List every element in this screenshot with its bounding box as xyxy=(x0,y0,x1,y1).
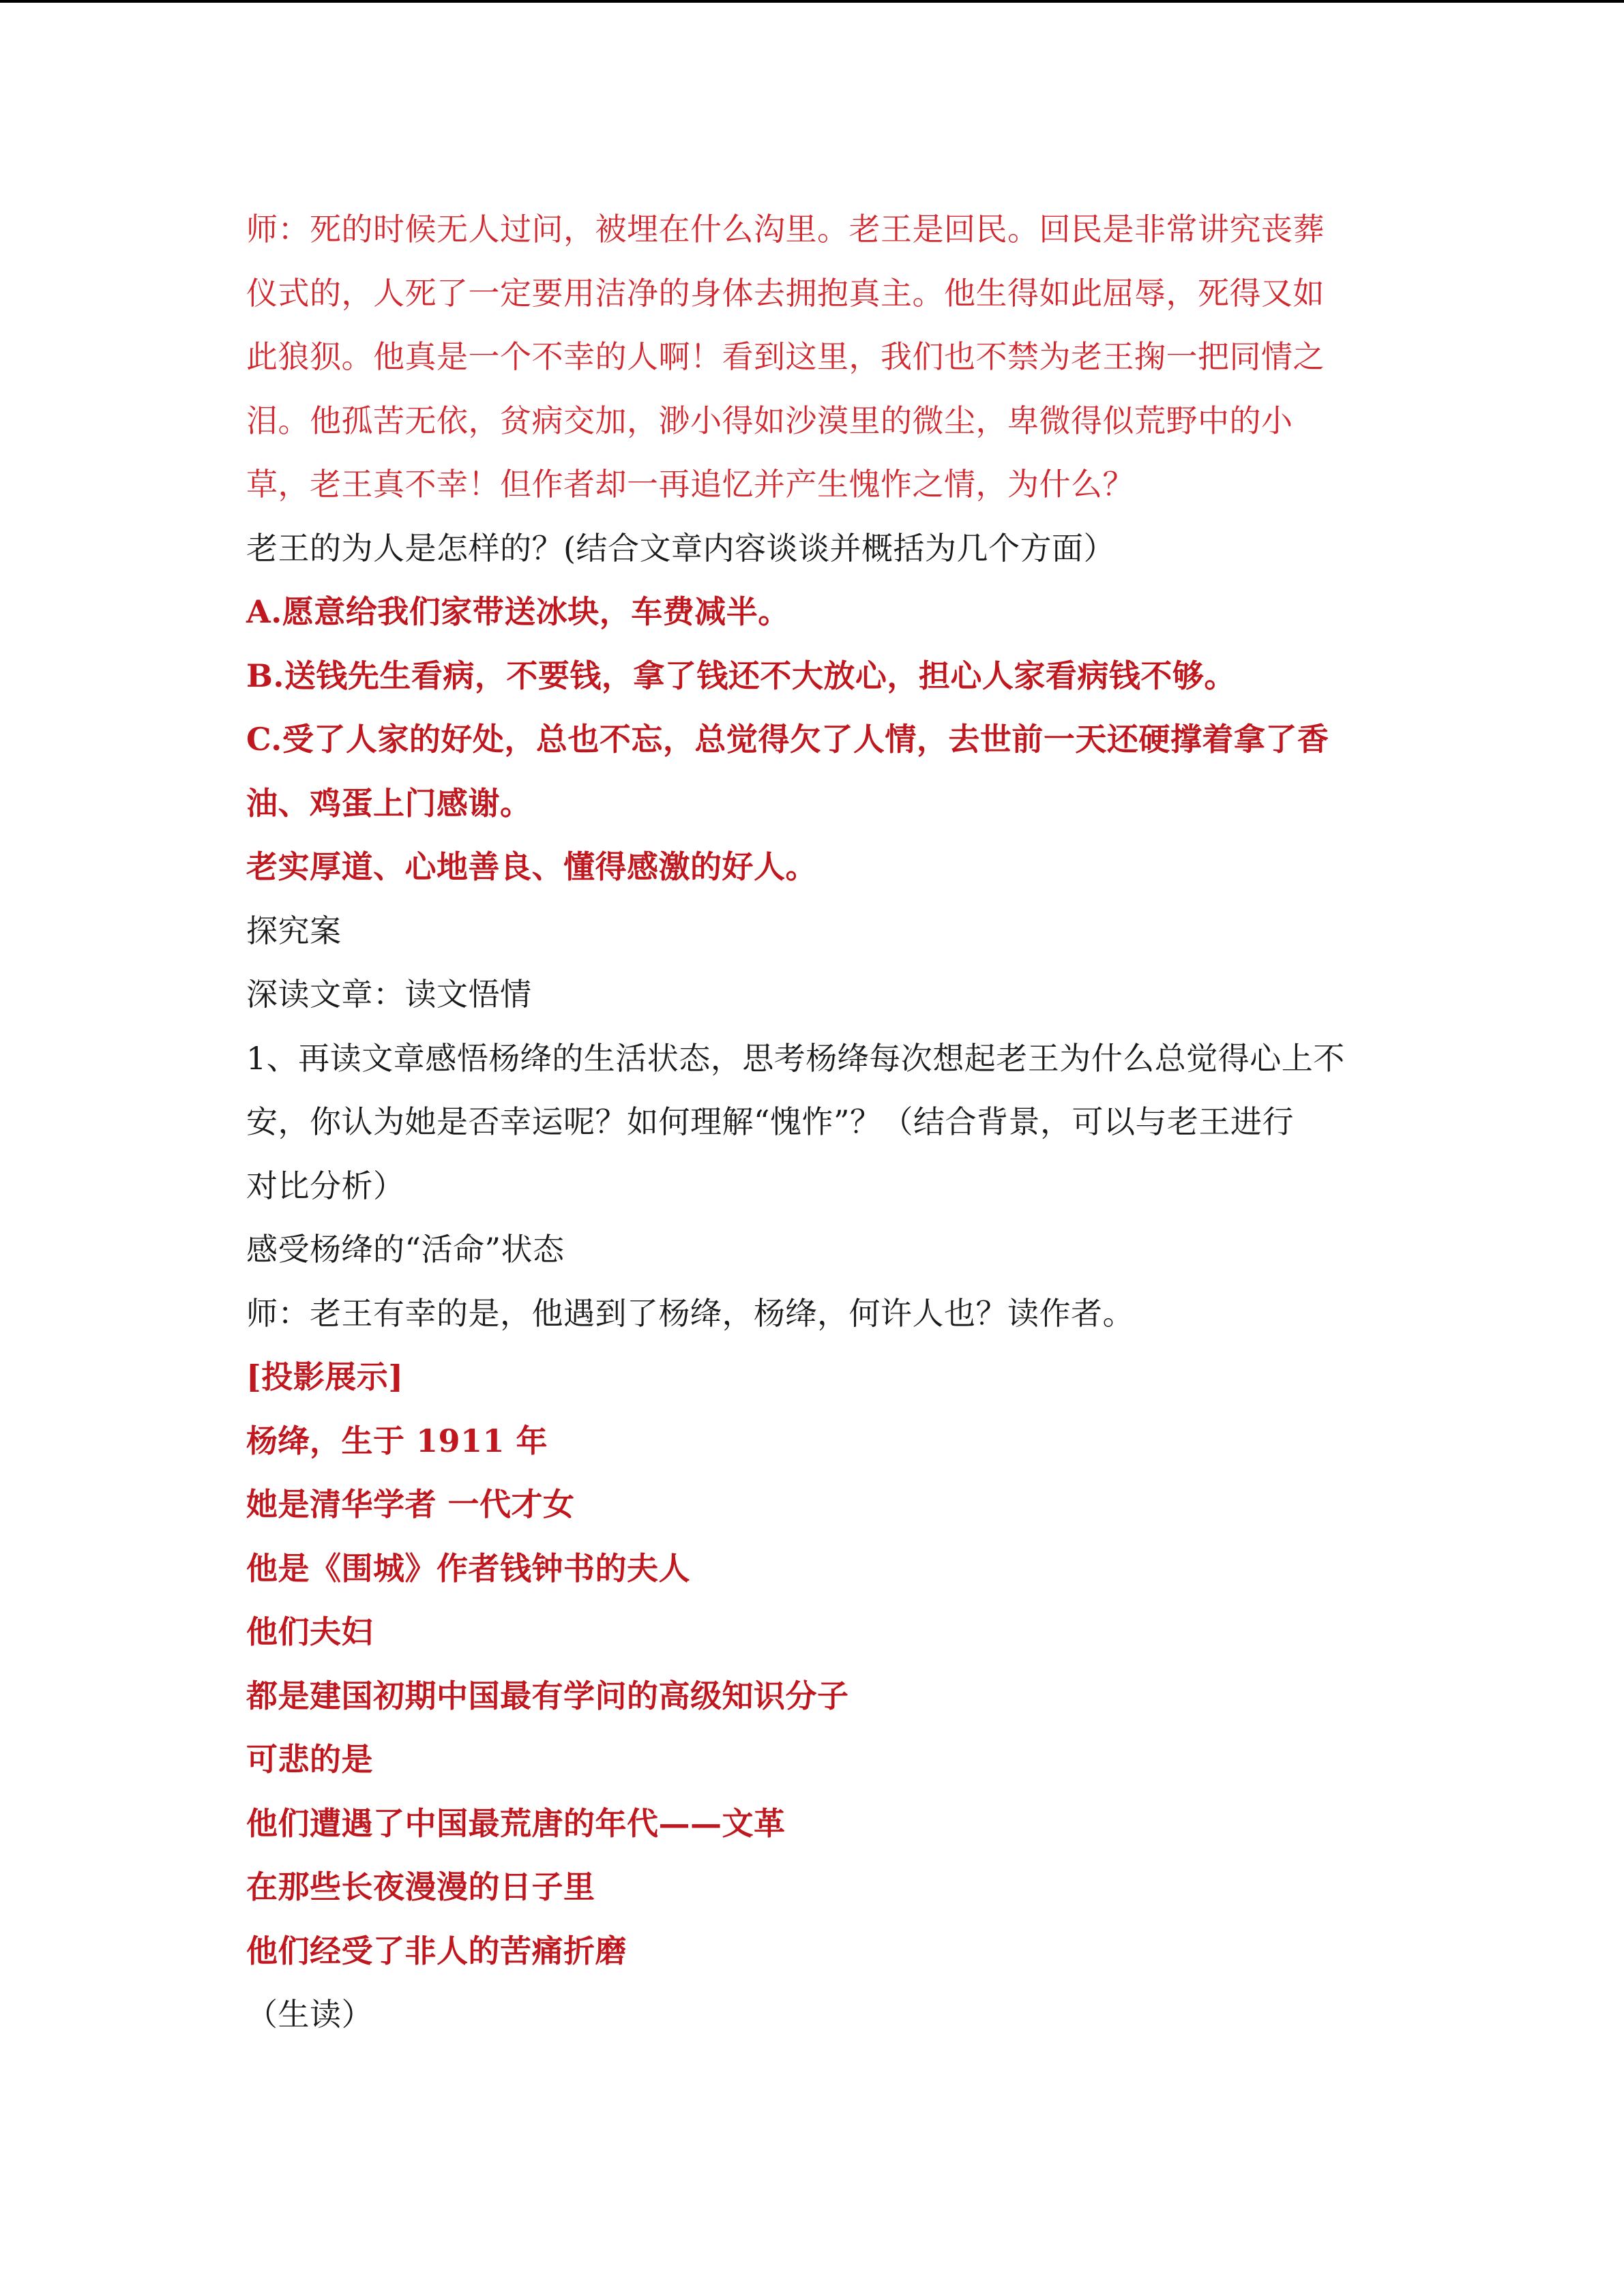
text-line-25: 可悲的是 xyxy=(246,1741,373,1778)
text-line-16: 对比分析） xyxy=(246,1167,405,1204)
text-line-28: 他们经受了非人的苦痛折磨 xyxy=(246,1932,627,1969)
text-line-5: 草，老王真不幸！但作者却一再追忆并产生愧怍之情，为什么？ xyxy=(246,466,1134,503)
text-line-22: 他是《围城》作者钱钟书的夫人 xyxy=(246,1549,690,1587)
text-line-23: 他们夫妇 xyxy=(246,1613,373,1650)
text-line-18: 师：老王有幸的是，他遇到了杨绛，杨绛，何许人也？读作者。 xyxy=(246,1294,1134,1332)
text-line-1: 师：死的时候无人过问，被埋在什么沟里。老王是回民。回民是非常讲究丧葬 xyxy=(246,211,1325,248)
text-line-2: 仪式的，人死了一定要用洁净的身体去拥抱真主。他生得如此屈辱，死得又如 xyxy=(246,274,1325,312)
text-line-21: 她是清华学者 一代才女 xyxy=(246,1486,575,1523)
text-line-27: 在那些长夜漫漫的日子里 xyxy=(246,1868,595,1905)
text-line-24: 都是建国初期中国最有学问的高级知识分子 xyxy=(246,1677,849,1714)
text-line-26: 他们遭遇了中国最荒唐的年代——文革 xyxy=(246,1804,786,1842)
text-line-10: 油、鸡蛋上门感谢。 xyxy=(246,784,532,822)
text-line-29: （生读） xyxy=(246,1996,373,2033)
text-line-7: A.愿意给我们家带送冰块，车费减半。 xyxy=(246,593,790,630)
text-line-6: 老王的为人是怎样的？(结合文章内容谈谈并概括为几个方面） xyxy=(246,529,1115,567)
text-line-13: 深读文章：读文悟情 xyxy=(246,976,532,1013)
text-line-19: [投影展示] xyxy=(246,1358,404,1395)
text-line-9: C.受了人家的好处，总也不忘，总觉得欠了人情，去世前一天还硬撑着拿了香 xyxy=(246,721,1329,758)
text-line-20: 杨绛，生于 1911 年 xyxy=(246,1422,548,1459)
document-body xyxy=(246,198,1378,2047)
text-line-17: 感受杨绛的“活命”状态 xyxy=(246,1231,565,1268)
top-border-rule xyxy=(0,0,1624,3)
text-line-14: 1、再读文章感悟杨绛的生活状态，思考杨绛每次想起老王为什么总觉得心上不 xyxy=(246,1039,1345,1077)
text-line-4: 泪。他孤苦无依，贫病交加，渺小得如沙漠里的微尘，卑微得似荒野中的小 xyxy=(246,402,1293,439)
text-line-8: B.送钱先生看病，不要钱，拿了钱还不大放心，担心人家看病钱不够。 xyxy=(246,657,1236,694)
text-line-11: 老实厚道、心地善良、懂得感激的好人。 xyxy=(246,848,817,885)
text-line-15: 安，你认为她是否幸运呢？如何理解“愧怍”？（结合背景，可以与老王进行 xyxy=(246,1103,1295,1140)
text-line-12: 探究案 xyxy=(246,912,342,949)
text-line-3: 此狼狈。他真是一个不幸的人啊！看到这里，我们也不禁为老王掬一把同情之 xyxy=(246,338,1325,375)
